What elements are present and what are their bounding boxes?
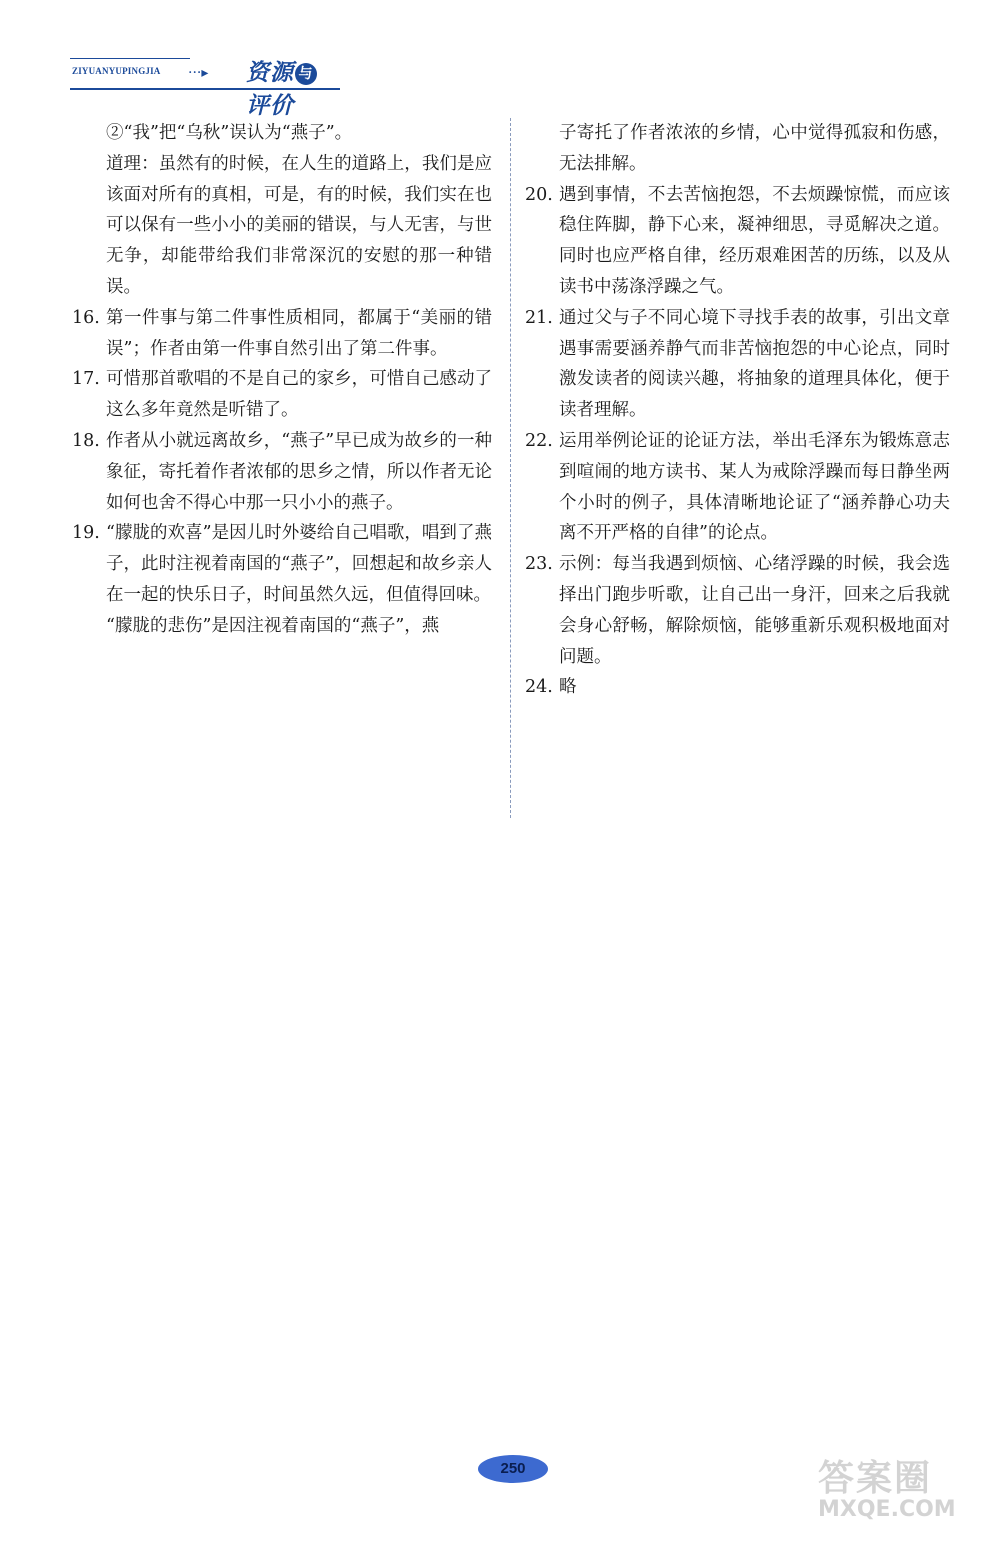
answer-item xyxy=(72,303,492,365)
answer-item xyxy=(525,180,950,303)
answer-text: 通过父与子不同心境下寻找手表的故事，引出文章遇事需要涵养静气而非苦恼抱怨的中心论点，同时激发读者的阅读兴趣，将抽象的道理具体化，便于读者理解。 xyxy=(559,307,950,421)
answer-item xyxy=(525,672,950,703)
answer-item xyxy=(525,426,950,549)
answer-text: 可惜那首歌唱的不是自己的家乡，可惜自己感动了这么多年竟然是听错了。 xyxy=(106,369,492,421)
header-title xyxy=(246,54,340,120)
answer-item xyxy=(72,118,492,149)
header-rule-top xyxy=(70,58,190,59)
answer-text: 遇到事情，不去苦恼抱怨，不去烦躁惊慌，而应该稳住阵脚，静下心来，凝神细思，寻觅解决之道。同时也应严格自律，经历艰难困苦的历练，以及从读书中荡涤浮躁之气。 xyxy=(559,184,950,297)
answer-number: 24. xyxy=(525,677,553,698)
answer-number: 17. xyxy=(72,369,100,390)
answer-text: 示例：每当我遇到烦恼、心绪浮躁的时候，我会选择出门跑步听歌，让自己出一身汗，回来之后我就会身心舒畅，解除烦恼，能够重新乐观积极地面对问题。 xyxy=(559,554,950,667)
watermark-top: 答案圈 xyxy=(818,1458,933,1499)
answer-item xyxy=(525,303,950,426)
answer-number: 16. xyxy=(72,307,100,328)
answer-item xyxy=(72,518,492,610)
page-number: 250 xyxy=(478,1455,548,1483)
watermark-bottom: MXQE.COM xyxy=(818,1497,956,1522)
answer-item xyxy=(525,118,950,180)
watermark-logo xyxy=(818,1450,993,1540)
answer-item xyxy=(72,611,492,642)
answer-text: 道理：虽然有的时候，在人生的道路上，我们是应该面对所有的真相，可是，有的时候，我们实在也可以保有一些小小的美丽的错误，与人无害，与世无争，却能带给我们非常深沉的安慰的那一种错误。 xyxy=(106,153,492,297)
answer-text: 运用举例论证的论证方法，举出毛泽东为锻炼意志到喧闹的地方读书、某人为戒除浮躁而每日静坐两个小时的例子，具体清晰地论证了“涵养静心功夫离不开严格的自律”的论点。 xyxy=(559,430,950,544)
header-title-connector: 与 xyxy=(295,63,317,85)
answer-text: 子寄托了作者浓浓的乡情，心中觉得孤寂和伤感，无法排解。 xyxy=(559,123,950,174)
answer-text: ②“我”把“乌秋”误认为“燕子”。 xyxy=(106,123,353,143)
page-header xyxy=(70,48,340,119)
answer-item xyxy=(525,549,950,672)
answer-text: 略 xyxy=(559,677,577,698)
left-column xyxy=(72,118,492,642)
answer-number: 20. xyxy=(525,184,553,205)
answer-text: “朦胧的悲伤”是因注视着南国的“燕子”，燕 xyxy=(106,615,440,636)
column-divider xyxy=(510,118,511,818)
answer-item xyxy=(72,426,492,518)
answer-text: 第一件事与第二件事性质相同，都属于“美丽的错误”；作者由第一件事自然引出了第二件事。 xyxy=(106,307,492,359)
header-rule-bottom xyxy=(70,88,340,90)
header-title-left: 资源 xyxy=(246,60,294,86)
answer-number: 22. xyxy=(525,430,553,451)
answer-number: 21. xyxy=(525,307,553,328)
arrow-icon: ···▸ xyxy=(188,65,209,81)
right-column xyxy=(525,118,950,703)
answer-number: 23. xyxy=(525,554,553,575)
answer-number: 19. xyxy=(72,523,100,544)
answer-text: “朦胧的欢喜”是因儿时外婆给自己唱歌，唱到了燕子，此时注视着南国的“燕子”，回想起和故乡亲人在一起的快乐日子，时间虽然久远，但值得回味。 xyxy=(106,523,492,605)
answer-item xyxy=(72,149,492,303)
answer-text: 作者从小就远离故乡，“燕子”早已成为故乡的一种象征，寄托着作者浓郁的思乡之情，所以作者无论如何也舍不得心中那一只小小的燕子。 xyxy=(106,430,492,513)
header-pinyin: ZIYUANYUPINGJIA xyxy=(72,66,161,76)
header-title-right: 评价 xyxy=(246,93,294,119)
answer-number: 18. xyxy=(72,430,100,451)
answer-item xyxy=(72,364,492,426)
